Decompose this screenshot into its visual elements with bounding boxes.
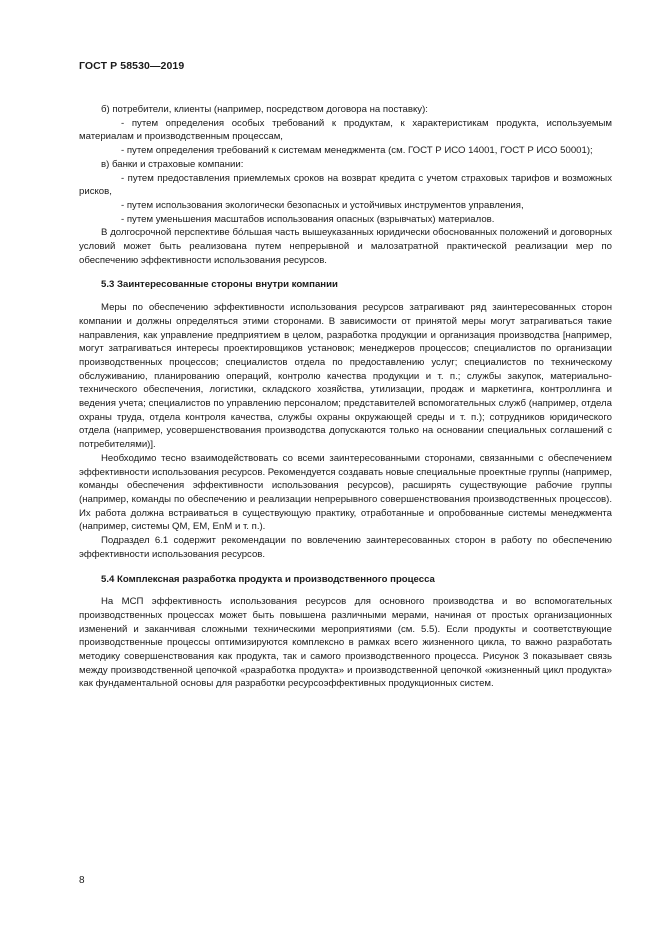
page-number: 8 (79, 875, 85, 886)
list-subitem: - путем предоставления приемлемых сроков на возврат кредита с учетом страховых тарифов и возможных рисков, (79, 172, 612, 198)
section-heading-5-4: 5.4 Комплексная разработка продукта и производственного процесса (101, 573, 435, 585)
paragraph: Подраздел 6.1 содержит рекомендации по вовлечению заинтересованных сторон в работу по обеспечению эффективности использования ресурсов. (79, 535, 612, 560)
document-body (79, 103, 612, 691)
paragraph: На МСП эффективность использования ресурсов для основного производства и во вспомогательных производственных процессах может быть повышена различными мерами, начиная от простых организационных изменений и заканчивая сложными техническими мероприятиями (см. 5.5). Если продукты и соответствующие производственные процессы оптимизируются комплексно в рамках всего жизненного цикла, то важно разработать методику совершенствования как продукта, так и самого производственного процесса. Рисунок 3 показывает связь между производственной цепочкой «разработка продукта» и производственной цепочкой «жизненный цикл продукта» как фундаментальной основы для разработки ресурсоэффективных продукционных систем. (79, 596, 612, 690)
list-item-consumers: б) потребители, клиенты (например, посредством договора на поставку): (101, 104, 428, 115)
document-header: ГОСТ Р 58530—2019 (79, 60, 185, 72)
list-subitem: - путем использования экологически безопасных и устойчивых инструментов управления, (121, 199, 524, 211)
paragraph: В долгосрочной перспективе бо́льшая часть вышеуказанных юридически обоснованных положений и договорных условий может быть реализована путем непрерывной и малозатратной практической реализации мер по обеспечению эффективности использования ресурсов. (79, 227, 612, 266)
paragraph: Меры по обеспечению эффективности использования ресурсов затрагивают ряд заинтересованных сторон компании и должны определяться этими сторонами. В зависимости от принятой меры могут затрагиваться такие направления, как управление предприятием в целом, разработка продукции и организация производства [например, могут затрагиваться интересы проектировщиков установок; менеджеров процессов; специалистов по организации производственных процессов; специалистов отдела по предоставлению услуг; специалистов по техническому обслуживанию, планированию операций, контролю качества продукции и т. п.; службы закупок, материально-технического обеспечения, логистики, складского хозяйства, утилизации, продаж и маркетинга, контроллинга и ведения учета; специалистов по управлению персоналом; представителей вспомогательных служб (например, отдела охраны труда, отдела контроля качества, службы охраны окружающей среды и т. п.); сотрудников юридического отдела (например, усовершенствования производства допускаются только на основании специальных соглашений с потребителями)]. (79, 302, 612, 451)
list-subitem: - путем уменьшения масштабов использования опасных (взрывчатых) материалов. (121, 213, 495, 225)
section-heading-5-3: 5.3 Заинтересованные стороны внутри компании (101, 279, 338, 291)
list-subitem: - путем определения требований к системам менеджмента (см. ГОСТ Р ИСО 14001, ГОСТ Р ИСО 50001); (121, 145, 593, 157)
list-subitem: - путем определения особых требований к продуктам, к характеристикам продукта, используемым материалам и производственным процессам, (79, 117, 612, 143)
list-item-banks: в) банки и страховые компании: (101, 158, 244, 170)
paragraph: Необходимо тесно взаимодействовать со всеми заинтересованными сторонами, связанными с обеспечением эффективности использования ресурсов. Рекомендуется создавать новые специальные проектные группы (например, команды обеспечения эффективности использования ресурсов), расширять существующие рабочие группы (например, команды по обеспечению и реализации непрерывного совершенствования производственных процессов). Их работа должна встраиваться в существующую практику, отработанные и опробованные системы менеджмента (например, системы QM, EM, EnM и т. п.). (79, 452, 612, 533)
